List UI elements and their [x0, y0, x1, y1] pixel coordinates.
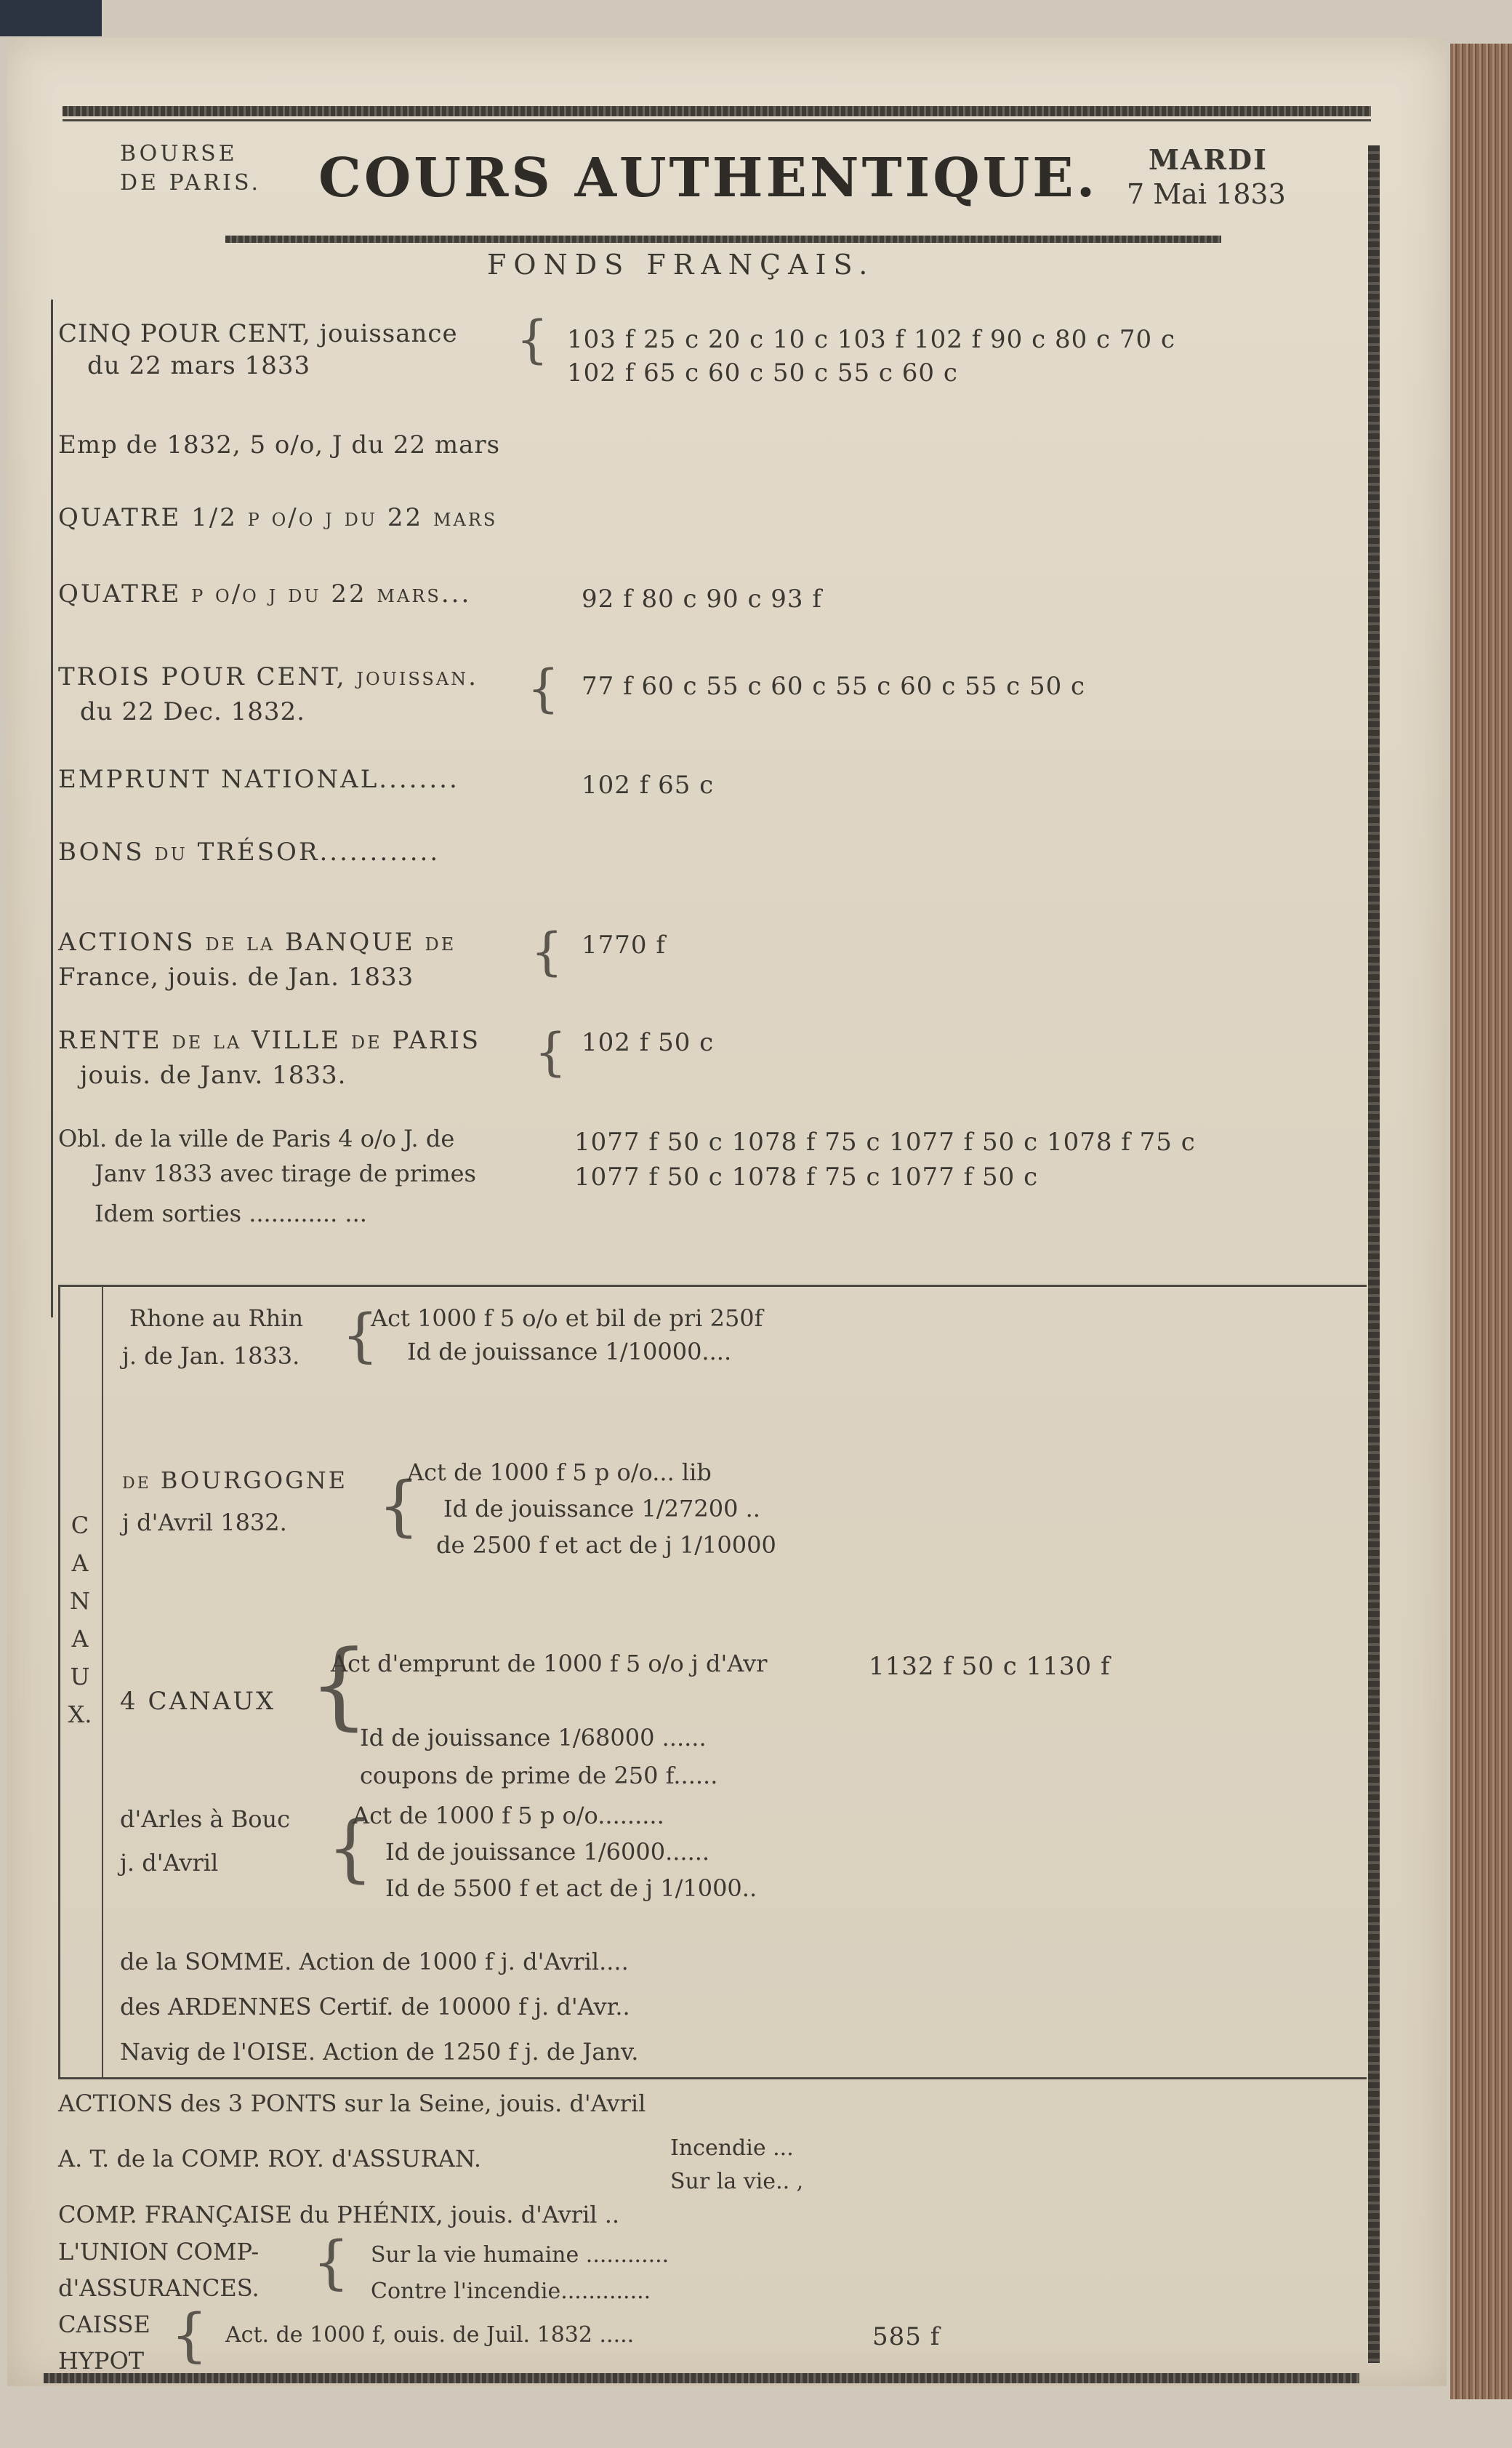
action-sub-line: Contre l'incendie............. — [371, 2279, 651, 2304]
canaux-side-label: CANAUX. — [68, 1512, 92, 1728]
canal-name-line: j. d'Avril — [120, 1849, 219, 1877]
fonds-label-line: RENTE de la VILLE de PARIS — [58, 1026, 481, 1055]
action-union-sub — [371, 2237, 669, 2310]
brace: { — [531, 922, 563, 982]
canal-bourgogne-name — [122, 1459, 347, 1544]
page-title: COURS AUTHENTIQUE. — [318, 147, 1098, 209]
fonds-label-emprunt: EMPRUNT NATIONAL........ — [58, 765, 459, 794]
action-caisse-sub: Act. de 1000 f, ouis. de Juil. 1832 ..... — [225, 2322, 635, 2348]
fonds-label-line: jouis. de Janv. 1833. — [80, 1061, 347, 1090]
canaux-inner-rule — [102, 1285, 103, 2077]
action-line: L'UNION COMP- — [58, 2238, 260, 2266]
book-page-edges — [1450, 44, 1512, 2399]
canal-bourgogne-items — [407, 1454, 776, 1563]
fonds-label-line: du 22 mars 1833 — [87, 351, 311, 380]
action-sub-line: Sur la vie.. , — [670, 2169, 804, 2194]
canal-name-line: de BOURGOGNE — [122, 1466, 347, 1494]
fonds-label-obl — [58, 1121, 476, 1191]
fonds-label-idem: Idem sorties ............ ... — [94, 1200, 367, 1227]
masthead-left — [120, 140, 261, 198]
fonds-quotes-obl — [574, 1125, 1196, 1195]
canal-item: Act d'emprunt de 1000 f 5 o/o j d'Avr — [331, 1650, 768, 1677]
quote-line: 103 f 25 c 20 c 10 c 103 f 102 f 90 c 80 c 70 c — [567, 325, 1176, 354]
canal-item: Id de jouissance 1/6000...... — [385, 1838, 710, 1866]
fonds-label-line: CINQ POUR CENT, jouissance — [58, 319, 458, 348]
canal-arles-name — [120, 1797, 290, 1885]
brace: { — [534, 1022, 567, 1082]
fonds-label-quatre-demi: QUATRE 1/2 p o/o j du 22 mars — [58, 503, 498, 532]
canal-item: Id de jouissance 1/27200 .. — [443, 1495, 760, 1522]
fonds-label-line: ACTIONS de la BANQUE de — [58, 928, 457, 957]
canal-quatre-items — [331, 1645, 767, 1794]
fonds-label-banque — [58, 925, 456, 995]
fonds-label-emp: Emp de 1832, 5 o/o, J du 22 mars — [58, 430, 501, 459]
right-border-rule — [1368, 145, 1380, 2363]
canal-item: Act 1000 f 5 o/o et bil de pri 250f — [371, 1304, 763, 1332]
brace: { — [313, 2228, 350, 2296]
canal-item: Id de 5500 f et act de j 1/1000.. — [385, 1874, 757, 1902]
canal-item: Id de jouissance 1/68000 ...... — [360, 1724, 707, 1751]
action-comp-roy: A. T. de la COMP. ROY. d'ASSURAN. — [58, 2145, 482, 2172]
canal-name-line: Rhone au Rhin — [129, 1304, 304, 1332]
fonds-quotes-emprunt: 102 f 65 c — [582, 771, 715, 800]
fonds-quotes-rente: 102 f 50 c — [582, 1028, 715, 1057]
action-comp-roy-sub — [670, 2132, 803, 2199]
section-title: FONDS FRANÇAIS. — [487, 249, 875, 281]
fonds-label-line: Janv 1833 avec tirage de primes — [94, 1160, 476, 1187]
canal-quatre-quote: 1132 f 50 c 1130 f — [869, 1652, 1111, 1681]
scan-corner — [0, 0, 102, 36]
fonds-quotes-banque: 1770 f — [582, 931, 666, 960]
fonds-label-rente — [58, 1023, 480, 1093]
canal-name-line: j. de Jan. 1833. — [122, 1342, 300, 1370]
brace: { — [516, 310, 549, 369]
action-sub-line: Sur la vie humaine ............ — [371, 2242, 669, 2268]
fonds-label-line: TROIS POUR CENT, jouissan. — [58, 662, 478, 691]
canal-other-line: Navig de l'OISE. Action de 1250 f j. de Janv. — [120, 2038, 639, 2066]
canal-other-line: des ARDENNES Certif. de 10000 f j. d'Avr.. — [120, 1993, 630, 2020]
fonds-label-line: France, jouis. de Jan. 1833 — [58, 963, 414, 992]
page — [7, 38, 1447, 2386]
action-line: CAISSE — [58, 2311, 150, 2338]
quote-line: 1077 f 50 c 1078 f 75 c 1077 f 50 c — [574, 1163, 1039, 1192]
day-label: MARDI — [1149, 143, 1268, 176]
canaux-left-rule — [58, 1285, 60, 2077]
brace: { — [171, 2301, 208, 2369]
action-caisse-quote: 585 f — [872, 2322, 941, 2351]
canal-other-line: de la SOMME. Action de 1000 f j. d'Avril.... — [120, 1948, 629, 1975]
canal-name-line: j d'Avril 1832. — [122, 1509, 287, 1536]
brace: { — [327, 1805, 374, 1890]
action-caisse — [58, 2306, 150, 2379]
bottom-ornamental-rule — [44, 2373, 1359, 2383]
canal-name-line: d'Arles à Bouc — [120, 1805, 291, 1833]
canal-item: Id de jouissance 1/10000.... — [407, 1338, 732, 1365]
canaux-top-rule — [58, 1285, 1367, 1287]
fonds-quotes-quatre: 92 f 80 c 90 c 93 f — [582, 585, 822, 614]
fonds-label-trois — [58, 659, 478, 729]
masthead-left-line-1: BOURSE — [120, 141, 238, 166]
action-line: d'ASSURANCES. — [58, 2274, 260, 2302]
fonds-label-line: du 22 Dec. 1832. — [80, 697, 305, 726]
action-union — [58, 2234, 260, 2306]
fonds-quotes-cinq — [567, 323, 1175, 390]
left-border-rule — [51, 300, 53, 1317]
canal-rhone-items — [371, 1301, 763, 1368]
brace: { — [527, 659, 560, 718]
header-ornament-rule — [225, 236, 1221, 243]
brace: { — [342, 1301, 379, 1369]
canal-rhone-name — [122, 1299, 303, 1375]
canal-quatre-name: 4 CANAUX — [120, 1687, 276, 1716]
masthead-left-line-2: DE PARIS. — [120, 170, 262, 196]
date-label: 7 Mai 1833 — [1127, 178, 1286, 210]
canal-others — [120, 1939, 638, 2074]
fonds-label-bons: BONS du TRÉSOR............ — [58, 838, 441, 867]
top-thin-rule — [63, 119, 1371, 121]
fonds-label-cinq — [58, 318, 458, 382]
action-sub-line: Incendie ... — [670, 2135, 794, 2161]
top-ornamental-rule — [63, 106, 1371, 116]
brace: { — [378, 1468, 420, 1544]
canal-arles-items — [353, 1797, 757, 1906]
canal-item: Act de 1000 f 5 p o/o... lib — [407, 1458, 712, 1486]
fonds-label-quatre: QUATRE p o/o j du 22 mars... — [58, 579, 472, 609]
canal-item: coupons de prime de 250 f...... — [360, 1762, 718, 1789]
canal-item: de 2500 f et act de j 1/10000 — [436, 1531, 776, 1559]
action-ponts: ACTIONS des 3 PONTS sur la Seine, jouis. d'Avril — [58, 2090, 646, 2117]
canal-item: Act de 1000 f 5 p o/o......... — [353, 1802, 664, 1829]
brace: { — [309, 1629, 369, 1740]
quote-line: 1077 f 50 c 1078 f 75 c 1077 f 50 c 1078 f 75 c — [574, 1128, 1196, 1157]
actions-top-rule — [58, 2077, 1367, 2079]
action-line: HYPOT — [58, 2347, 145, 2375]
fonds-quotes-trois: 77 f 60 c 55 c 60 c 55 c 60 c 55 c 50 c — [582, 672, 1086, 701]
action-phenix: COMP. FRANÇAISE du PHÉNIX, jouis. d'Avril .. — [58, 2201, 620, 2228]
fonds-label-line: Obl. de la ville de Paris 4 o/o J. de — [58, 1125, 455, 1152]
quote-line: 102 f 65 c 60 c 50 c 55 c 60 c — [567, 358, 958, 388]
